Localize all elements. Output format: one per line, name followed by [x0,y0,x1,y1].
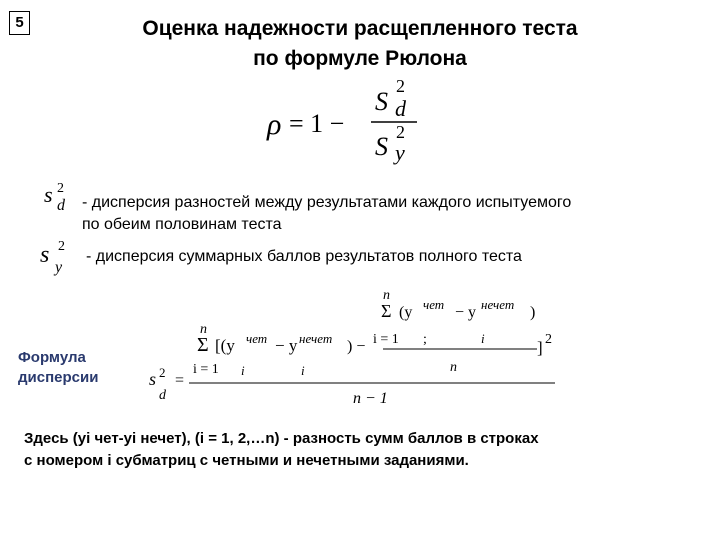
right-i: i [481,331,485,346]
equals-one-minus: = 1 − [289,109,345,138]
left-sum-index: i = 1 [193,362,219,377]
sd-sup: 2 [57,181,64,196]
denominator-sub: y [395,140,405,165]
numerator-sup: 2 [396,76,405,96]
right-sigma: Σ [381,301,392,321]
sd-s: s [44,182,53,207]
left-sum-n: n [200,322,207,337]
sd-symbol [42,178,82,218]
left-sigma: Σ [197,334,209,356]
var-s: s [149,369,157,389]
numerator-sub: d [395,96,406,121]
right-close-bracket: ] [537,338,543,357]
note-line-2: с номером i субматриц с четными и нечетными заданиями. [24,452,469,469]
sy-sup: 2 [58,239,65,254]
right-open-paren: (y [399,304,413,321]
variance-label-line-2: дисперсии [18,369,99,386]
denominator-sup: 2 [396,122,405,142]
left-minus-y: − y [275,336,298,355]
right-semicolon: ; [423,332,427,347]
sy-symbol [38,234,84,278]
page-title [60,14,660,74]
variance-formula [145,285,565,410]
sy-sub: y [55,259,63,276]
left-close-paren: ) − [347,338,366,355]
numerator-s: S [375,87,388,116]
rho-symbol: ρ [267,108,282,141]
explanation-note [24,428,704,472]
sy-s: s [40,242,50,268]
sd-definition-line-2: по обеим половинам теста [82,216,282,233]
left-chet: чет [246,331,268,346]
inner-den-n: n [450,360,457,375]
right-nechet: нечет [481,297,515,312]
var-s-sub: d [159,388,166,403]
denominator-s: S [375,132,388,161]
var-s-sup: 2 [159,365,166,380]
rulon-formula [255,72,445,168]
sd-definition-line-1: - дисперсия разностей между результатами каждого испытуемого [82,194,572,211]
left-i2: i [301,363,305,378]
right-chet: чет [423,297,445,312]
right-minus-y: − y [455,304,477,321]
sy-definition: - дисперсия суммарных баллов результатов полного теста [86,248,522,265]
pow-2: 2 [545,332,552,347]
variance-label [18,348,98,388]
left-open-bracket: [(y [215,336,235,355]
left-i1: i [241,363,245,378]
variance-label-line-1: Формула [18,349,86,366]
sd-sub: d [57,197,65,214]
title-line-1: Оценка надежности расщепленного теста [142,17,578,40]
right-sum-index: i = 1 [373,332,399,347]
slide-number: 5 [9,11,30,35]
title-line-2: по формуле Рюлона [253,47,467,70]
right-sum-n: n [383,288,390,303]
main-den: n − 1 [353,390,388,407]
sd-definition [82,192,712,236]
right-close-paren: ) [530,304,536,321]
left-nechet: нечет [299,331,333,346]
var-eq: = [175,372,185,389]
note-line-1: Здесь (yi чет-yi нечет), (i = 1, 2,…n) - разность сумм баллов в строках [24,430,539,447]
